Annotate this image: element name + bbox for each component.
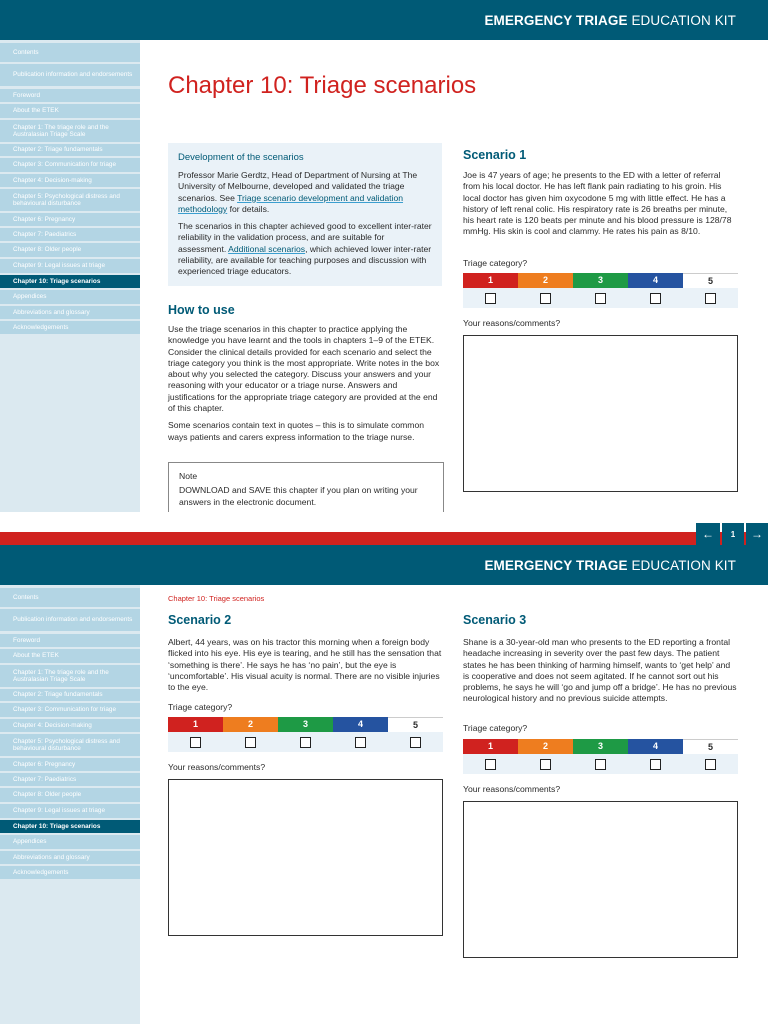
- sidebar-item[interactable]: Acknowledgements: [0, 321, 140, 334]
- sidebar-item[interactable]: Chapter 7: Paediatrics: [0, 773, 140, 786]
- triage-checkbox-5[interactable]: [410, 737, 421, 748]
- brand-rest: EDUCATION KIT: [631, 13, 736, 28]
- triage-category-label: Triage category?: [463, 723, 528, 733]
- dev-text: Professor Marie Gerdtz, Head of Department of Nursing at The University of Melbourne, developed and validated the triage scenarios. See: [178, 170, 418, 203]
- triage-category-label: Triage category?: [168, 702, 233, 712]
- sidebar-item[interactable]: Chapter 6: Pregnancy: [0, 213, 140, 226]
- triage-checkbox-row: [463, 754, 738, 774]
- note-text: DOWNLOAD and SAVE this chapter if you plan on writing your answers in the electronic document.: [179, 485, 418, 507]
- sidebar-item[interactable]: Chapter 9: Legal issues at triage: [0, 804, 140, 818]
- brand-bold: EMERGENCY TRIAGE: [484, 13, 628, 28]
- breadcrumb: Chapter 10: Triage scenarios: [168, 594, 265, 603]
- note-title: Note: [179, 471, 198, 481]
- comments-label: Your reasons/comments?: [463, 318, 561, 328]
- dev-text: for details.: [227, 203, 270, 214]
- triage-cell: [628, 754, 683, 774]
- sidebar-item[interactable]: Publication information and endorsements: [0, 64, 140, 86]
- triage-category-3: 3: [573, 739, 628, 754]
- triage-category-row: [463, 273, 738, 288]
- development-box: [168, 143, 442, 286]
- methodology-link[interactable]: Triage scenario development and validation methodology: [178, 192, 404, 214]
- sidebar-item[interactable]: Chapter 5: Psychological distress and behavioural disturbance: [0, 734, 140, 756]
- triage-cell: [573, 754, 628, 774]
- sidebar-item[interactable]: Chapter 3: Communication for triage: [0, 703, 140, 717]
- how-to-use-title: How to use: [168, 303, 235, 317]
- arrow-right-icon: →: [751, 527, 763, 541]
- sidebar-nav: [0, 40, 140, 512]
- triage-checkbox-3[interactable]: [300, 737, 311, 748]
- comments-box[interactable]: [463, 801, 738, 958]
- triage-cell: [388, 732, 443, 752]
- sidebar-item[interactable]: Chapter 6: Pregnancy: [0, 758, 140, 771]
- sidebar-item[interactable]: Chapter 10: Triage scenarios: [0, 820, 140, 833]
- scenario-3-title: Scenario 3: [463, 613, 527, 627]
- comments-box[interactable]: [463, 335, 738, 492]
- triage-cell: [518, 288, 573, 308]
- sidebar-item[interactable]: Chapter 4: Decision-making: [0, 174, 140, 187]
- triage-category-5: 5: [683, 273, 738, 288]
- scenario-1-title: Scenario 1: [463, 148, 527, 162]
- sidebar-item[interactable]: Chapter 3: Communication for triage: [0, 158, 140, 172]
- triage-checkbox-5[interactable]: [705, 293, 716, 304]
- triage-cell: [463, 754, 518, 774]
- development-paragraph-2: [178, 221, 432, 277]
- triage-category-1: 1: [463, 273, 518, 288]
- triage-checkbox-4[interactable]: [650, 759, 661, 770]
- sidebar-item[interactable]: Chapter 7: Paediatrics: [0, 228, 140, 241]
- sidebar-item[interactable]: Contents: [0, 588, 140, 607]
- sidebar-item[interactable]: Chapter 8: Older people: [0, 788, 140, 802]
- triage-category-selector: [168, 717, 443, 752]
- sidebar-item[interactable]: Chapter 4: Decision-making: [0, 719, 140, 732]
- triage-checkbox-row: [463, 288, 738, 308]
- triage-checkbox-4[interactable]: [650, 293, 661, 304]
- how-to-use-body: [168, 324, 442, 449]
- sidebar-item[interactable]: Chapter 1: The triage role and the Australasian Triage Scale: [0, 665, 140, 687]
- sidebar-item[interactable]: About the ETEK: [0, 104, 140, 118]
- sidebar-item[interactable]: Chapter 1: The triage role and the Australasian Triage Scale: [0, 120, 140, 142]
- triage-cell: [573, 288, 628, 308]
- triage-category-4: 4: [628, 273, 683, 288]
- scenario-2-title: Scenario 2: [168, 613, 232, 627]
- triage-checkbox-1[interactable]: [190, 737, 201, 748]
- triage-category-row: [168, 717, 443, 732]
- brand-bold: EMERGENCY TRIAGE: [484, 558, 628, 573]
- sidebar-item[interactable]: Abbreviations and glossary: [0, 306, 140, 319]
- triage-category-2: 2: [223, 717, 278, 732]
- triage-checkbox-2[interactable]: [540, 759, 551, 770]
- note-box: [168, 462, 444, 512]
- triage-cell: [463, 288, 518, 308]
- triage-cell: [628, 288, 683, 308]
- sidebar-item[interactable]: Abbreviations and glossary: [0, 851, 140, 864]
- how-to-use-paragraph-1: Use the triage scenarios in this chapter to practice applying the knowledge you have learnt and the tools in chapters 1–9 of the ETEK. Consider the clinical details provided for each scenario and select the triage category you think is the most appropriate. Write notes in the box about why you selected the category. Discuss your answers and your reasoning with your educator or a triage nurse. Answers and justifications for the appropriate triage category are provided at the end of this chapter.: [168, 324, 440, 414]
- triage-category-1: 1: [463, 739, 518, 754]
- sidebar-item[interactable]: Chapter 2: Triage fundamentals: [0, 689, 140, 701]
- triage-category-4: 4: [628, 739, 683, 754]
- sidebar-item[interactable]: Publication information and endorsements: [0, 609, 140, 631]
- next-page-button[interactable]: [746, 523, 768, 545]
- header-bar: [0, 545, 768, 585]
- sidebar-item[interactable]: Chapter 2: Triage fundamentals: [0, 144, 140, 156]
- comments-label: Your reasons/comments?: [463, 784, 561, 794]
- dev-text: , which achieved lower inter-rater reliability, are available for teaching purposes and discussion with experienced triage educators.: [178, 243, 432, 277]
- triage-checkbox-2[interactable]: [540, 293, 551, 304]
- sidebar-item[interactable]: Contents: [0, 43, 140, 62]
- triage-category-selector: [463, 273, 738, 308]
- header-bar: [0, 0, 768, 40]
- comments-label: Your reasons/comments?: [168, 762, 266, 772]
- triage-category-selector: [463, 739, 738, 774]
- development-title: Development of the scenarios: [178, 152, 304, 163]
- arrow-left-icon: ←: [702, 527, 714, 541]
- brand-title: [484, 13, 736, 28]
- triage-category-1: 1: [168, 717, 223, 732]
- scenario-1-text: Joe is 47 years of age; he presents to the ED with a letter of referral from his local doctor. He has left flank pain radiating to his groin. His local doctor has given him oxycodone 5 mg with little effect. He has a history of left renal colic. His respiratory rate is 26 breaths per minute, his heart rate is 120 beats per minute and his blood pressure is 128/78 mmHg. His skin is cool and clammy. He rates his pain as 8/10.: [463, 170, 732, 237]
- how-to-use-paragraph-2: Some scenarios contain text in quotes – this is to simulate common ways patients and carers express information to the triage nurse.: [168, 420, 425, 442]
- additional-scenarios-link[interactable]: Additional scenarios: [228, 243, 306, 254]
- sidebar-nav: [0, 585, 140, 1024]
- sidebar-item[interactable]: About the ETEK: [0, 649, 140, 663]
- scenario-3-text: Shane is a 30-year-old man who presents to the ED reporting a frontal headache increasing in severity over the past few days. The patient states he has been thinking of harming himself, wants to ‘get help’ and is cooperative and does not seem agitated. If he cannot sort out his problems, he says he will ‘go and jump off a bridge’. He has no previous neurological history and no previous suicide attempts.: [463, 637, 737, 704]
- triage-category-5: 5: [683, 739, 738, 754]
- brand-title: [484, 558, 736, 573]
- brand-rest: EDUCATION KIT: [631, 558, 736, 573]
- triage-checkbox-1[interactable]: [485, 759, 496, 770]
- sidebar-item[interactable]: Foreword: [0, 89, 140, 102]
- triage-category-label: Triage category?: [463, 258, 528, 268]
- triage-cell: [683, 754, 738, 774]
- triage-category-2: 2: [518, 273, 573, 288]
- sidebar-item[interactable]: Chapter 5: Psychological distress and behavioural disturbance: [0, 189, 140, 211]
- triage-category-2: 2: [518, 739, 573, 754]
- prev-page-button[interactable]: [696, 523, 720, 545]
- sidebar-item[interactable]: Acknowledgements: [0, 866, 140, 879]
- triage-checkbox-3[interactable]: [595, 759, 606, 770]
- triage-checkbox-3[interactable]: [595, 293, 606, 304]
- page-title: Chapter 10: Triage scenarios: [168, 72, 477, 99]
- triage-category-4: 4: [333, 717, 388, 732]
- triage-category-row: [463, 739, 738, 754]
- triage-cell: [168, 732, 223, 752]
- triage-cell: [518, 754, 573, 774]
- sidebar-item[interactable]: Chapter 9: Legal issues at triage: [0, 259, 140, 273]
- sidebar-item[interactable]: Appendices: [0, 835, 140, 849]
- triage-cell: [683, 288, 738, 308]
- triage-checkbox-4[interactable]: [355, 737, 366, 748]
- triage-cell: [333, 732, 388, 752]
- dev-text: The scenarios in this chapter achieved good to excellent inter-rater reliability in the validation process, and are suitable for assessment.: [178, 221, 432, 254]
- sidebar-item[interactable]: Chapter 10: Triage scenarios: [0, 275, 140, 288]
- triage-checkbox-1[interactable]: [485, 293, 496, 304]
- triage-checkbox-row: [168, 732, 443, 752]
- development-paragraph-1: [178, 170, 432, 215]
- comments-box[interactable]: [168, 779, 443, 936]
- sidebar-item[interactable]: Foreword: [0, 634, 140, 647]
- triage-cell: [223, 732, 278, 752]
- page-divider: [0, 532, 768, 545]
- triage-category-3: 3: [573, 273, 628, 288]
- scenario-2-text: Albert, 44 years, was on his tractor this morning when a foreign body flicked into his eye. His eye is tearing, and he still has the sensation that ‘something is there’. He says he has ‘no pain’, but the eye is ‘uncomfortable’. His visual acuity is normal. There are no visible injuries to the eye.: [168, 637, 442, 693]
- triage-category-3: 3: [278, 717, 333, 732]
- sidebar-item[interactable]: Appendices: [0, 290, 140, 304]
- sidebar-item[interactable]: Chapter 8: Older people: [0, 243, 140, 257]
- triage-checkbox-5[interactable]: [705, 759, 716, 770]
- page-number: 1: [722, 523, 744, 545]
- triage-cell: [278, 732, 333, 752]
- triage-category-5: 5: [388, 717, 443, 732]
- triage-checkbox-2[interactable]: [245, 737, 256, 748]
